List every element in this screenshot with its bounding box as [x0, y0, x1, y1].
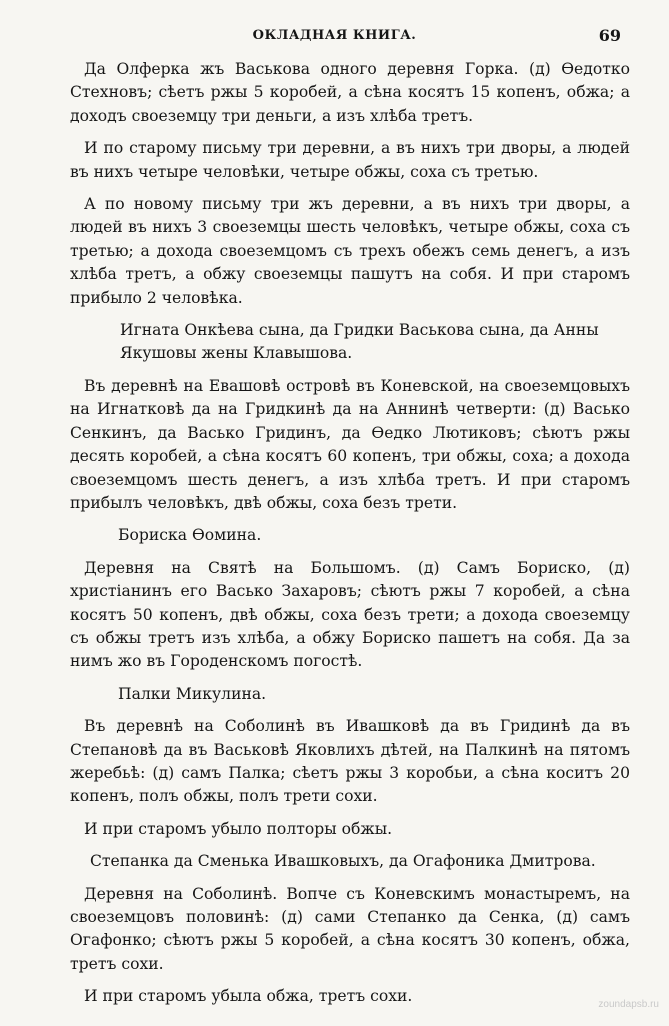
page-header	[0, 26, 669, 48]
paragraph: Въ деревнѣ на Соболинѣ въ Ивашковѣ да въ Гридинѣ да въ Степановѣ да въ Васьковѣ Яковлихъ дѣтей, на Палкинѣ на пятомъ жеребьѣ: (д) самъ Палка; сѣетъ ржы 3 коробьи, а сѣна коситъ 20 копенъ, полъ обжы, полъ трети сохи.	[70, 717, 630, 806]
owner-heading: Палки Микулина.	[118, 684, 267, 703]
running-title: ОКЛАДНАЯ КНИГА.	[252, 28, 417, 43]
paragraph: Деревня на Святѣ на Большомъ. (д) Самъ Бориско, (д) христіанинъ его Васько Захаровъ; сѣютъ ржы 7 коробей, а сѣна косятъ 50 копенъ, двѣ обжы, соха безъ трети; а дохода своеземцу съ обжы третъ изъ хлѣба, а обжу Бориско пашетъ на собя. Да за нимъ жо въ Городенскомъ погостѣ.	[70, 558, 630, 671]
owner-heading: Бориска Ѳомина.	[118, 526, 262, 545]
paragraph: И при старомъ убыло полторы обжы.	[84, 819, 393, 838]
paragraph: И при старомъ убыла обжа, третъ сохи.	[84, 987, 413, 1006]
paragraph: А по новому письму три жъ деревни, а въ нихъ три дворы, а людей въ нихъ 3 своеземцы шесть человѣкъ, четыре обжы, соха съ третью; а дохода своеземцомъ съ трехъ обежъ семь денегъ, а изъ хлѣба третъ, а обжу своеземцы пашутъ на собя. И при старомъ прибыло 2 человѣка.	[70, 195, 630, 307]
paragraph: Въ деревнѣ на Евашовѣ островѣ въ Коневской, на своеземцовыхъ на Игнатковѣ да на Гридкинѣ да на Аннинѣ четверти: (д) Васько Сенкинъ, да Васько Гридинъ, да Ѳедко Лютиковъ; сѣютъ ржы десять коробей, а сѣна косятъ 60 копенъ, три обжы, соха; а дохода своеземцомъ шесть денегъ, а изъ хлѣба третъ. И при старомъ прибылъ человѣкъ, двѣ обжы, соха безъ трети.	[70, 376, 630, 512]
body-text	[70, 58, 630, 1018]
watermark: zoundapsb.ru	[598, 999, 659, 1010]
paragraph: Да Олферка жъ Васькова одного деревня Горка. (д) Ѳедотко Стехновъ; сѣетъ ржы 5 коробей, а сѣна косятъ 15 копенъ, обжа; а доходъ своеземцу три деньги, а изъ хлѣба третъ.	[70, 60, 630, 125]
page-number: 69	[598, 26, 621, 45]
owner-heading: Игната Онкѣева сына, да Гридки Васькова сына, да Анны Якушовы жены Клавышова.	[120, 321, 599, 363]
owner-heading: Степанка да Сменька Ивашковыхъ, да Огафоника Дмитрова.	[90, 852, 596, 871]
paragraph: Деревня на Соболинѣ. Вопче съ Коневскимъ монастыремъ, на своеземцовъ половинѣ: (д) сами Степанко да Сенка, (д) самъ Огафонко; сѣютъ ржы 5 коробей, а сѣна косятъ 30 копенъ, обжа, третъ сохи.	[70, 884, 630, 973]
paragraph: И по старому письму три деревни, а въ нихъ три дворы, а людей въ нихъ четыре человѣки, четыре обжы, соха съ третью.	[70, 139, 630, 181]
